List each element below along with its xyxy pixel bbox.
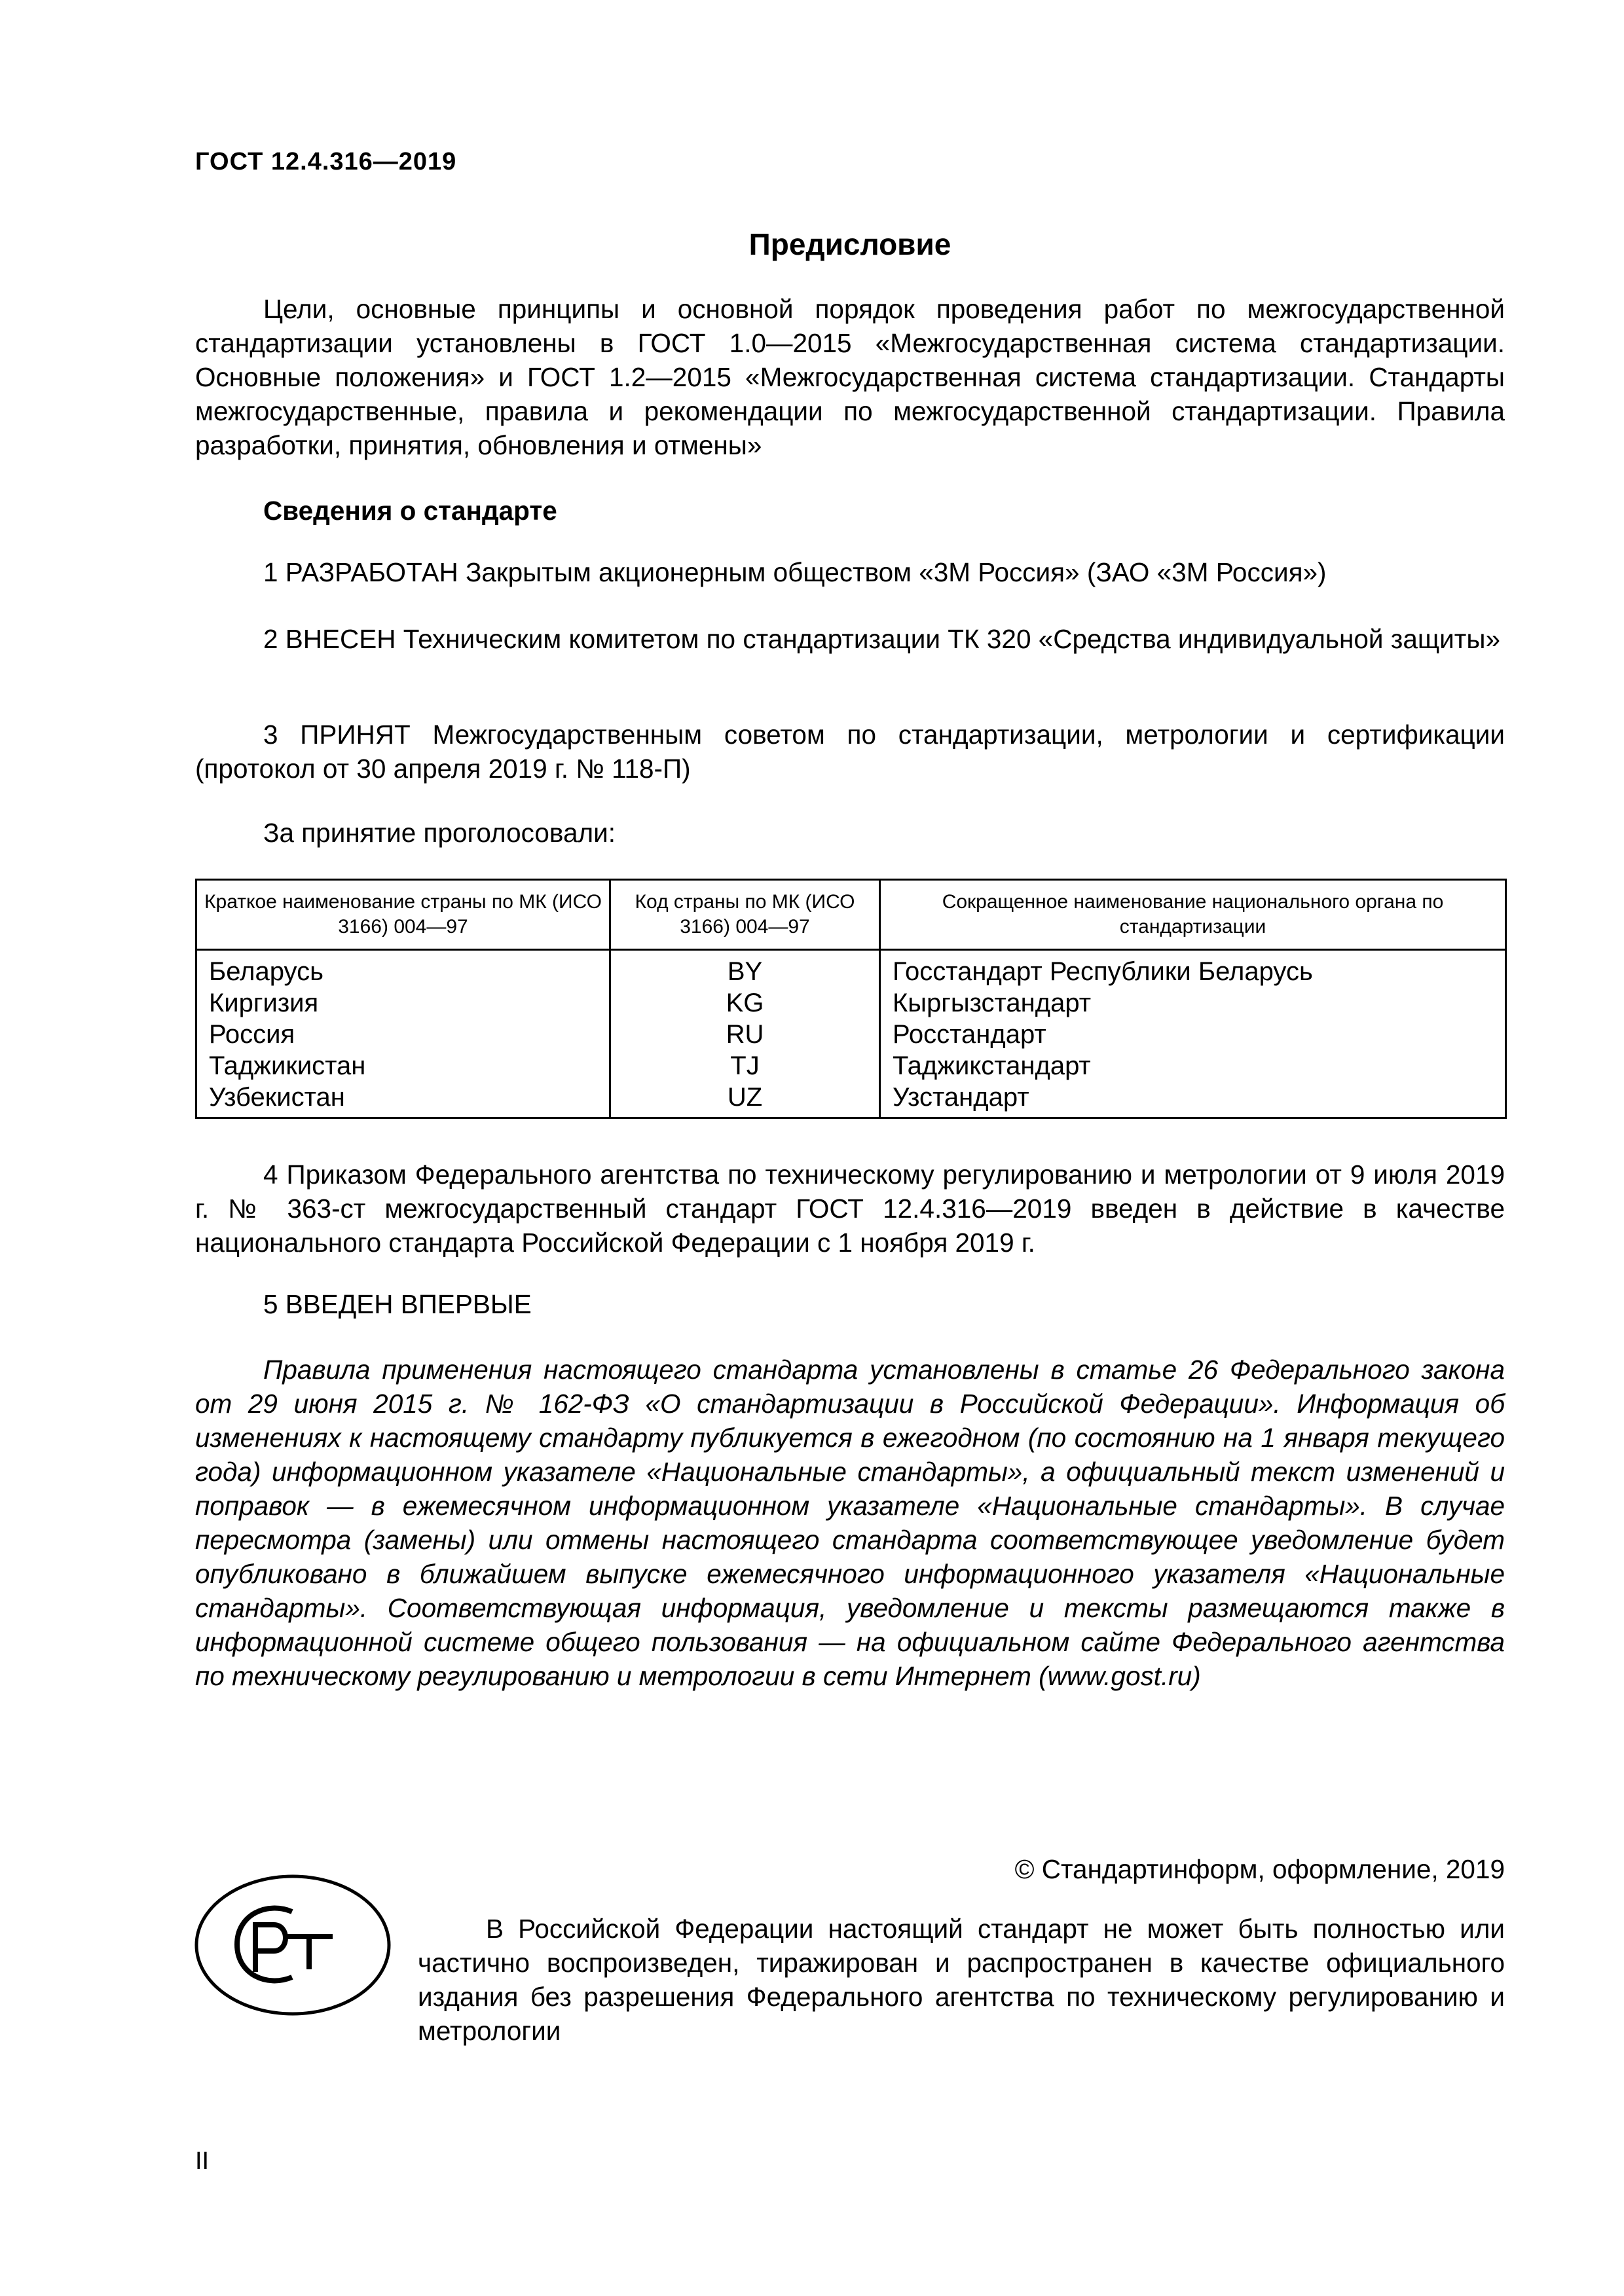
country-column [196,950,610,1118]
body-cell: Росстандарт [893,1020,1046,1049]
reproduction-rights-notice: В Российской Федерации настоящий стандарт не может быть полностью или частично воспроизведен, тиражирован и распространен в качестве официального издания без разрешения Федерального агентства по техническому регулированию и метрологии [418,1914,1505,2046]
document-id-header: ГОСТ 12.4.316—2019 [195,148,457,175]
page-number: II [195,2147,210,2175]
table-header-row [196,880,1506,950]
body-column [880,950,1506,1118]
country-cell: Таджикистан [209,1051,366,1080]
item-2-introduced: 2 ВНЕСЕН Техническим комитетом по стандартизации ТК 320 «Средства индивидуальной защиты» [263,624,1500,654]
body-cell: Кыргызстандарт [893,989,1092,1017]
header-country: Краткое наименование страны по МК (ИСО 3166) 004—97 [196,880,610,950]
code-cell: TJ [730,1051,760,1080]
page-title: Предисловие [748,227,951,261]
body-cell: Узстандарт [893,1083,1029,1112]
body-cell: Таджикстандарт [893,1051,1091,1080]
application-rules-note: Правила применения настоящего стандарта установлены в статье 26 Федерального закона от 29 июня 2015 г. № 162-ФЗ «О стандартизации в Российской Федерации». Информация об изменениях к настоящему стандарту публикуется в ежегодном (по состоянию на 1 января текущего года) информационном указателе «Национальные стандарты», а официальный текст изменений и поправок — в ежемесячном информационном указателе «Национальные стандарты». В случае пересмотра (замены) или отмены настоящего стандарта соответствующее уведомление будет опубликовано в ближайшем выпуске ежемесячного информационного указателя «Национальные стандарты». Соответствующая информация, уведомление и тексты размещаются также в информационной системе общего пользования — на официальном сайте Федерального агентства по техническому регулированию и метрологии в сети Интернет (www.gost.ru) [195,1355,1505,1691]
code-cell: KG [726,989,764,1017]
code-cell: BY [727,957,763,986]
country-cell: Беларусь [209,957,323,986]
voted-label: За принятие проголосовали: [263,818,616,848]
body-cell: Госстандарт Республики Беларусь [893,957,1313,986]
header-body: Сокращенное наименование национального органа по стандартизации [880,880,1506,950]
country-cell: Россия [209,1020,295,1049]
item-3-adopted: 3 ПРИНЯТ Межгосударственным советом по стандартизации, метрологии и сертификации (протокол от 30 апреля 2019 г. № 118-П) [195,720,1505,784]
item-4-order: 4 Приказом Федерального агентства по техническому регулированию и метрологии от 9 июля 2019 г. № 363-ст межгосударственный стандарт ГОСТ 12.4.316—2019 введен в действие в качестве национального стандарта Российской Федерации с 1 ноября 2019 г. [195,1159,1505,1258]
item-1-developed: 1 РАЗРАБОТАН Закрытым акционерным обществом «3М Россия» (ЗАО «3М Россия») [263,557,1327,587]
code-cell: UZ [727,1083,763,1112]
code-column [610,950,880,1118]
table-body-row [196,950,1506,1118]
item-5-first-introduced: 5 ВВЕДЕН ВПЕРВЫЕ [263,1289,532,1319]
info-heading: Сведения о стандарте [263,496,557,526]
intro-paragraph: Цели, основные принципы и основной порядок проведения работ по межгосударственной стандартизации установлены в ГОСТ 1.0—2015 «Межгосударственная система стандартизации. Основные положения» и ГОСТ 1.2—2015 «Межгосударственная система стандартизации. Стандарты межгосударственные, правила и рекомендации по межгосударственной стандартизации. Правила разработки, принятия, обновления и отмены» [195,294,1505,460]
rst-certification-mark-icon [194,1874,392,2016]
copyright-notice: © Стандартинформ, оформление, 2019 [1014,1854,1505,1884]
voting-table [195,879,1507,1119]
country-cell: Киргизия [209,989,319,1017]
country-cell: Узбекистан [209,1083,345,1112]
code-cell: RU [726,1020,764,1049]
header-code: Код страны по МК (ИСО 3166) 004—97 [610,880,880,950]
